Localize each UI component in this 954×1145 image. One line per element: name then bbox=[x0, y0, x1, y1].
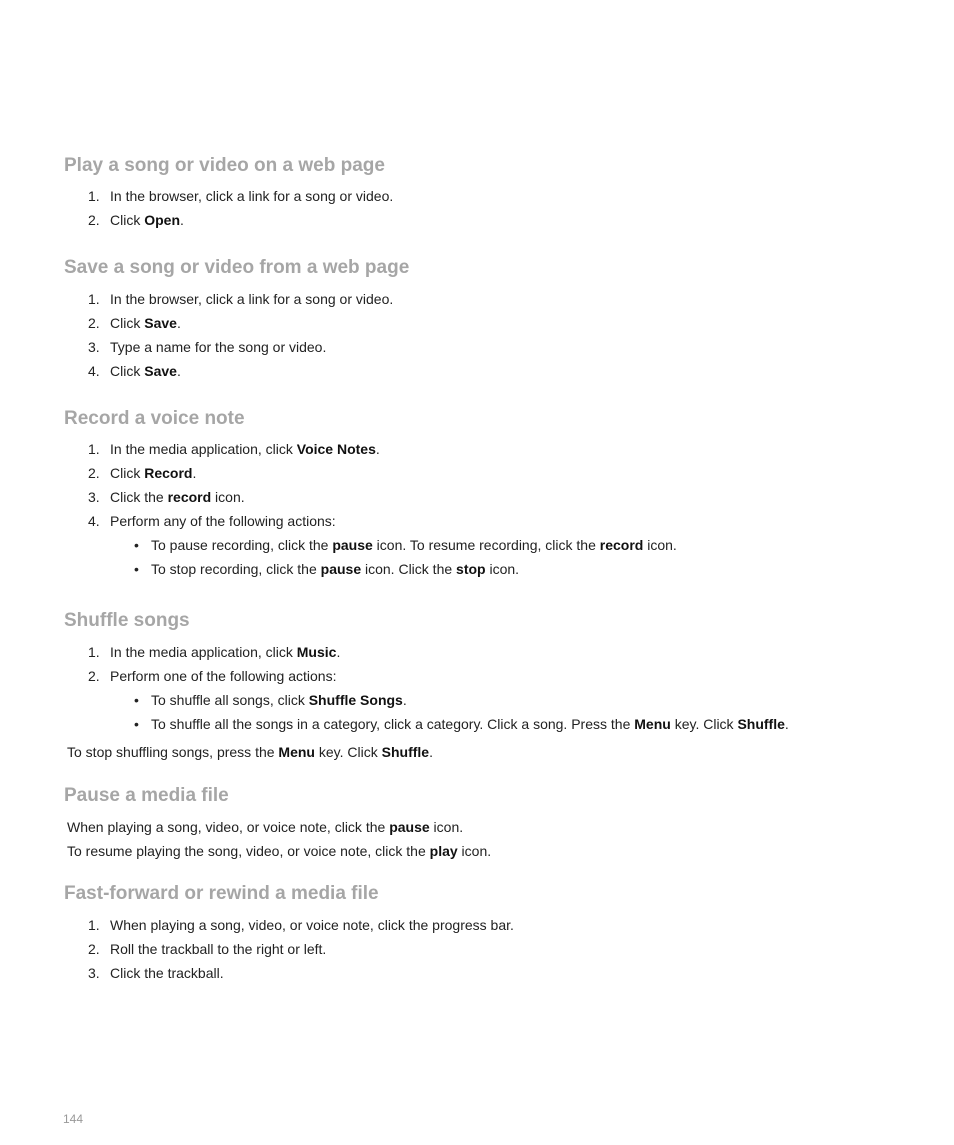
section-heading-fast-forward: Fast-forward or rewind a media file bbox=[64, 883, 379, 904]
section-heading-play: Play a song or video on a web page bbox=[64, 155, 385, 176]
bullet-icon: • bbox=[134, 537, 139, 553]
section-heading-record: Record a voice note bbox=[64, 408, 245, 429]
section-heading-shuffle: Shuffle songs bbox=[64, 610, 190, 631]
section-heading-save: Save a song or video from a web page bbox=[64, 257, 410, 278]
page-number: 144 bbox=[63, 1112, 84, 1126]
bullet-icon: • bbox=[134, 716, 139, 732]
bullet-icon: • bbox=[134, 692, 139, 708]
section-heading-pause: Pause a media file bbox=[64, 785, 229, 806]
document-page: Play a song or video on a web page 1. In the browser, click a link for a song or video. 2. Click Open. Save a song or video from a web page 1. In the browser, click a link for a song or video. 2. Click Save. 3. Type a name for the song or video. 4. Click Save. Record a voice note 1. In the media application, click Voice Notes. 2. Click Record. 3. Click the record icon. 4. Perform any of the following actions: • To pause recording, click the pause icon. To resume recording, click the record icon. • To stop recording, click the pause icon. Click the stop icon. Shuffle songs 1. In the media application, click Music. 2. Perform one of the following actions: • To shuffle all songs, click Shuffle Songs. • To shuffle all the songs in a category, click a category. Click a song. Press the Menu key. Click Shuffle. To stop shuffling songs, press the Menu key. Click Shuffle. Pause a media file When playing a song, video, or voice note, click the pause icon. To resume playing the song, video, or voice note, click the play icon. Fast-forward or rewind a media file 1. When playing a song, video, or voice note, click the progress bar. 2. Roll the trackball to the right or left. 3. Click the trackball. 144 bbox=[63, 155, 789, 1126]
bullet-icon: • bbox=[134, 561, 139, 577]
